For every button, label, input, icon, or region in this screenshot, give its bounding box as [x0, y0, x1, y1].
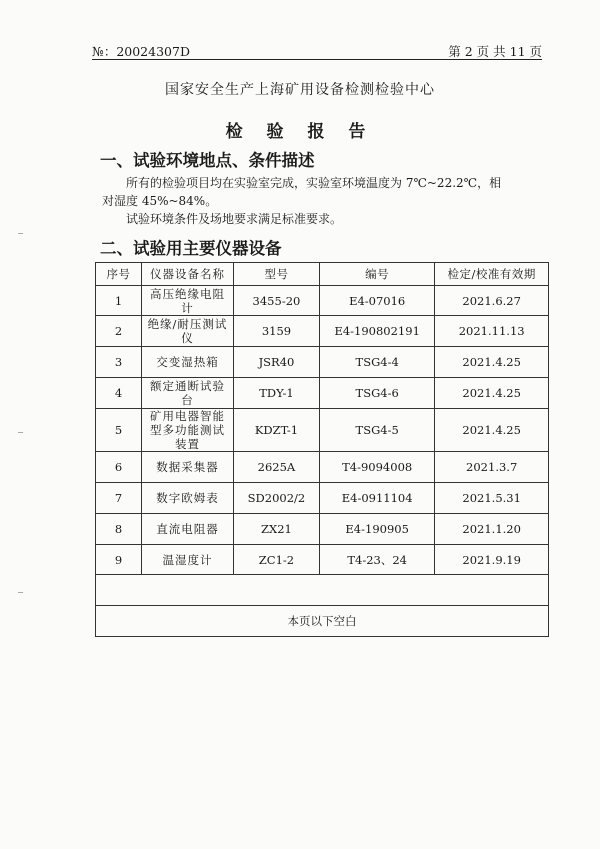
cell-date: 2021.4.25 — [435, 409, 549, 452]
cell-code: T4-23、24 — [320, 545, 435, 575]
table-row — [96, 286, 549, 316]
header-code: 编号 — [320, 263, 435, 286]
cell-name: 数据采集器 — [142, 452, 234, 483]
header-seq: 序号 — [96, 263, 142, 286]
cell-code: E4-190905 — [320, 514, 435, 545]
cell-date: 2021.4.25 — [435, 378, 549, 409]
cell-seq: 3 — [96, 347, 142, 378]
cell-name: 数字欧姆表 — [142, 483, 234, 514]
table-row — [96, 409, 549, 452]
cell-seq: 7 — [96, 483, 142, 514]
cell-code: TSG4-4 — [320, 347, 435, 378]
cell-date: 2021.9.19 — [435, 545, 549, 575]
section1-paragraph2: 试验环境条件及场地要求满足标准要求。 — [126, 212, 343, 226]
cell-model: 2625A — [233, 452, 319, 483]
section1-heading: 一、试验环境地点、条件描述 — [100, 151, 315, 170]
table-row — [96, 545, 549, 575]
blank-cell — [96, 575, 549, 606]
table-header-row — [96, 263, 549, 286]
cell-date: 2021.4.25 — [435, 347, 549, 378]
cell-seq: 4 — [96, 378, 142, 409]
page-header — [92, 40, 542, 60]
margin-mark — [18, 233, 23, 234]
cell-model: JSR40 — [233, 347, 319, 378]
cell-name: 交变湿热箱 — [142, 347, 234, 378]
cell-name: 高压绝缘电阻计 — [142, 286, 234, 316]
cell-code: E4-0911104 — [320, 483, 435, 514]
cell-date: 2021.3.7 — [435, 452, 549, 483]
cell-model: ZC1-2 — [233, 545, 319, 575]
equipment-table — [95, 262, 549, 637]
cell-name: 额定通断试验台 — [142, 378, 234, 409]
report-number: №：20024307D — [92, 44, 190, 59]
cell-seq: 5 — [96, 409, 142, 452]
cell-code: E4-190802191 — [320, 316, 435, 347]
cell-model: ZX21 — [233, 514, 319, 545]
cell-name: 矿用电器智能型多功能测试装置 — [142, 409, 234, 452]
cell-model: TDY-1 — [233, 378, 319, 409]
cell-code: E4-07016 — [320, 286, 435, 316]
cell-name: 直流电阻器 — [142, 514, 234, 545]
table-row — [96, 483, 549, 514]
cell-model: KDZT-1 — [233, 409, 319, 452]
organization-name: 国家安全生产上海矿用设备检测检验中心 — [165, 82, 435, 98]
cell-date: 2021.5.31 — [435, 483, 549, 514]
table-row-blank — [96, 575, 549, 606]
margin-mark — [18, 432, 23, 433]
cell-model: 3159 — [233, 316, 319, 347]
table-row — [96, 514, 549, 545]
table-row — [96, 347, 549, 378]
cell-seq: 6 — [96, 452, 142, 483]
cell-name: 温湿度计 — [142, 545, 234, 575]
cell-model: 3455-20 — [233, 286, 319, 316]
section2-heading: 二、试验用主要仪器设备 — [100, 239, 282, 258]
margin-mark — [18, 592, 23, 593]
section1-paragraph1: 所有的检验项目均在实验室完成，实验室环境温度为 7℃~22.2℃，相对湿度 45%~84%。 — [102, 176, 502, 208]
cell-seq: 2 — [96, 316, 142, 347]
page-info: 第 2 页 共 11 页 — [448, 44, 542, 59]
header-date: 检定/校准有效期 — [435, 263, 549, 286]
cell-code: T4-9094008 — [320, 452, 435, 483]
header-model: 型号 — [233, 263, 319, 286]
table-footer-row — [96, 606, 549, 637]
cell-seq: 1 — [96, 286, 142, 316]
footer-note: 本页以下空白 — [96, 606, 549, 637]
table-row — [96, 452, 549, 483]
cell-date: 2021.11.13 — [435, 316, 549, 347]
header-name: 仪器设备名称 — [142, 263, 234, 286]
cell-seq: 8 — [96, 514, 142, 545]
cell-code: TSG4-6 — [320, 378, 435, 409]
cell-code: TSG4-5 — [320, 409, 435, 452]
cell-seq: 9 — [96, 545, 142, 575]
cell-date: 2021.1.20 — [435, 514, 549, 545]
report-title: 检 验 报 告 — [225, 122, 375, 142]
cell-date: 2021.6.27 — [435, 286, 549, 316]
cell-name: 绝缘/耐压测试仪 — [142, 316, 234, 347]
table-row — [96, 316, 549, 347]
cell-model: SD2002/2 — [233, 483, 319, 514]
table-row — [96, 378, 549, 409]
